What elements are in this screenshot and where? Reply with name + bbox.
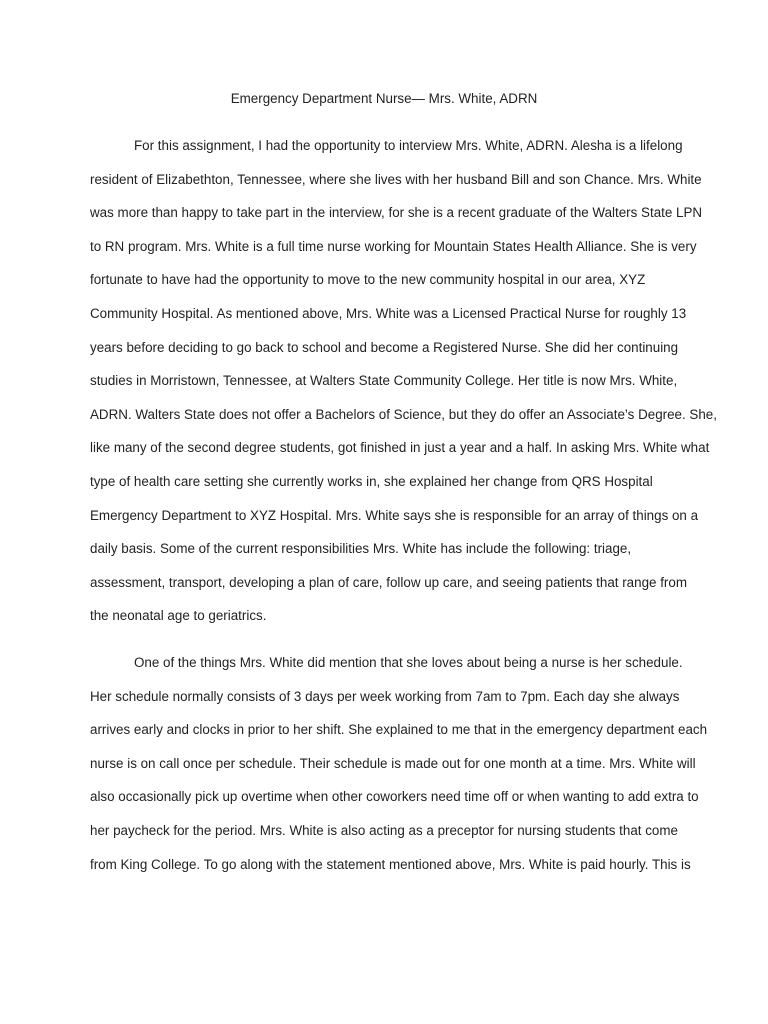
text-line: years before deciding to go back to school and become a Registered Nurse. She did her continuing (90, 339, 679, 355)
text-line: to RN program. Mrs. White is a full time nurse working for Mountain States Health Alliance. She is very (90, 238, 697, 254)
text-line: fortunate to have had the opportunity to move to the new community hospital in our area, XYZ (90, 272, 646, 288)
text-line: her paycheck for the period. Mrs. White is also acting as a preceptor for nursing students that come (90, 822, 678, 838)
text-line: For this assignment, I had the opportunity to interview Mrs. White, ADRN. Alesha is a lifelong (134, 138, 683, 153)
text-line: ADRN. Walters State does not offer a Bachelors of Science, but they do offer an Associate’s Degree. She, (90, 406, 717, 422)
text-line: arrives early and clocks in prior to her shift. She explained to me that in the emergency department each (90, 722, 708, 738)
text-line: was more than happy to take part in the interview, for she is a recent graduate of the Walters State LPN (90, 205, 703, 221)
text-line: resident of Elizabethton, Tennessee, where she lives with her husband Bill and son Chance. Mrs. White (90, 171, 702, 187)
text-line: Emergency Department to XYZ Hospital. Mrs. White says she is responsible for an array of things on a (90, 507, 699, 523)
text-line: One of the things Mrs. White did mention that she loves about being a nurse is her schedule. (134, 655, 683, 670)
text-line: from King College. To go along with the statement mentioned above, Mrs. White is paid hourly. This is (90, 856, 691, 872)
text-line: the neonatal age to geriatrics. (90, 608, 267, 624)
text-line: daily basis. Some of the current responsibilities Mrs. White has include the following: triage, (90, 541, 632, 557)
text-line: like many of the second degree students, got finished in just a year and a half. In asking Mrs. White what (90, 440, 710, 456)
text-line: Community Hospital. As mentioned above, Mrs. White was a Licensed Practical Nurse for roughly 13 (90, 305, 687, 321)
text-line: studies in Morristown, Tennessee, at Walters State Community College. Her title is now Mrs. White, (90, 373, 678, 389)
text-line: nurse is on call once per schedule. Their schedule is made out for one month at a time. Mrs. White will (90, 755, 696, 771)
text-line: also occasionally pick up overtime when other coworkers need time off or when wanting to add extra to (90, 789, 699, 805)
text-line: Her schedule normally consists of 3 days per week working from 7am to 7pm. Each day she always (90, 688, 680, 704)
text-line: type of health care setting she currently works in, she explained her change from QRS Hospital (90, 473, 653, 489)
paragraph-2 (90, 654, 708, 889)
paragraph-1 (90, 137, 717, 641)
text-line: assessment, transport, developing a plan of care, follow up care, and seeing patients that range from (90, 574, 687, 590)
document-title: Emergency Department Nurse— Mrs. White, ADRN (230, 91, 538, 106)
